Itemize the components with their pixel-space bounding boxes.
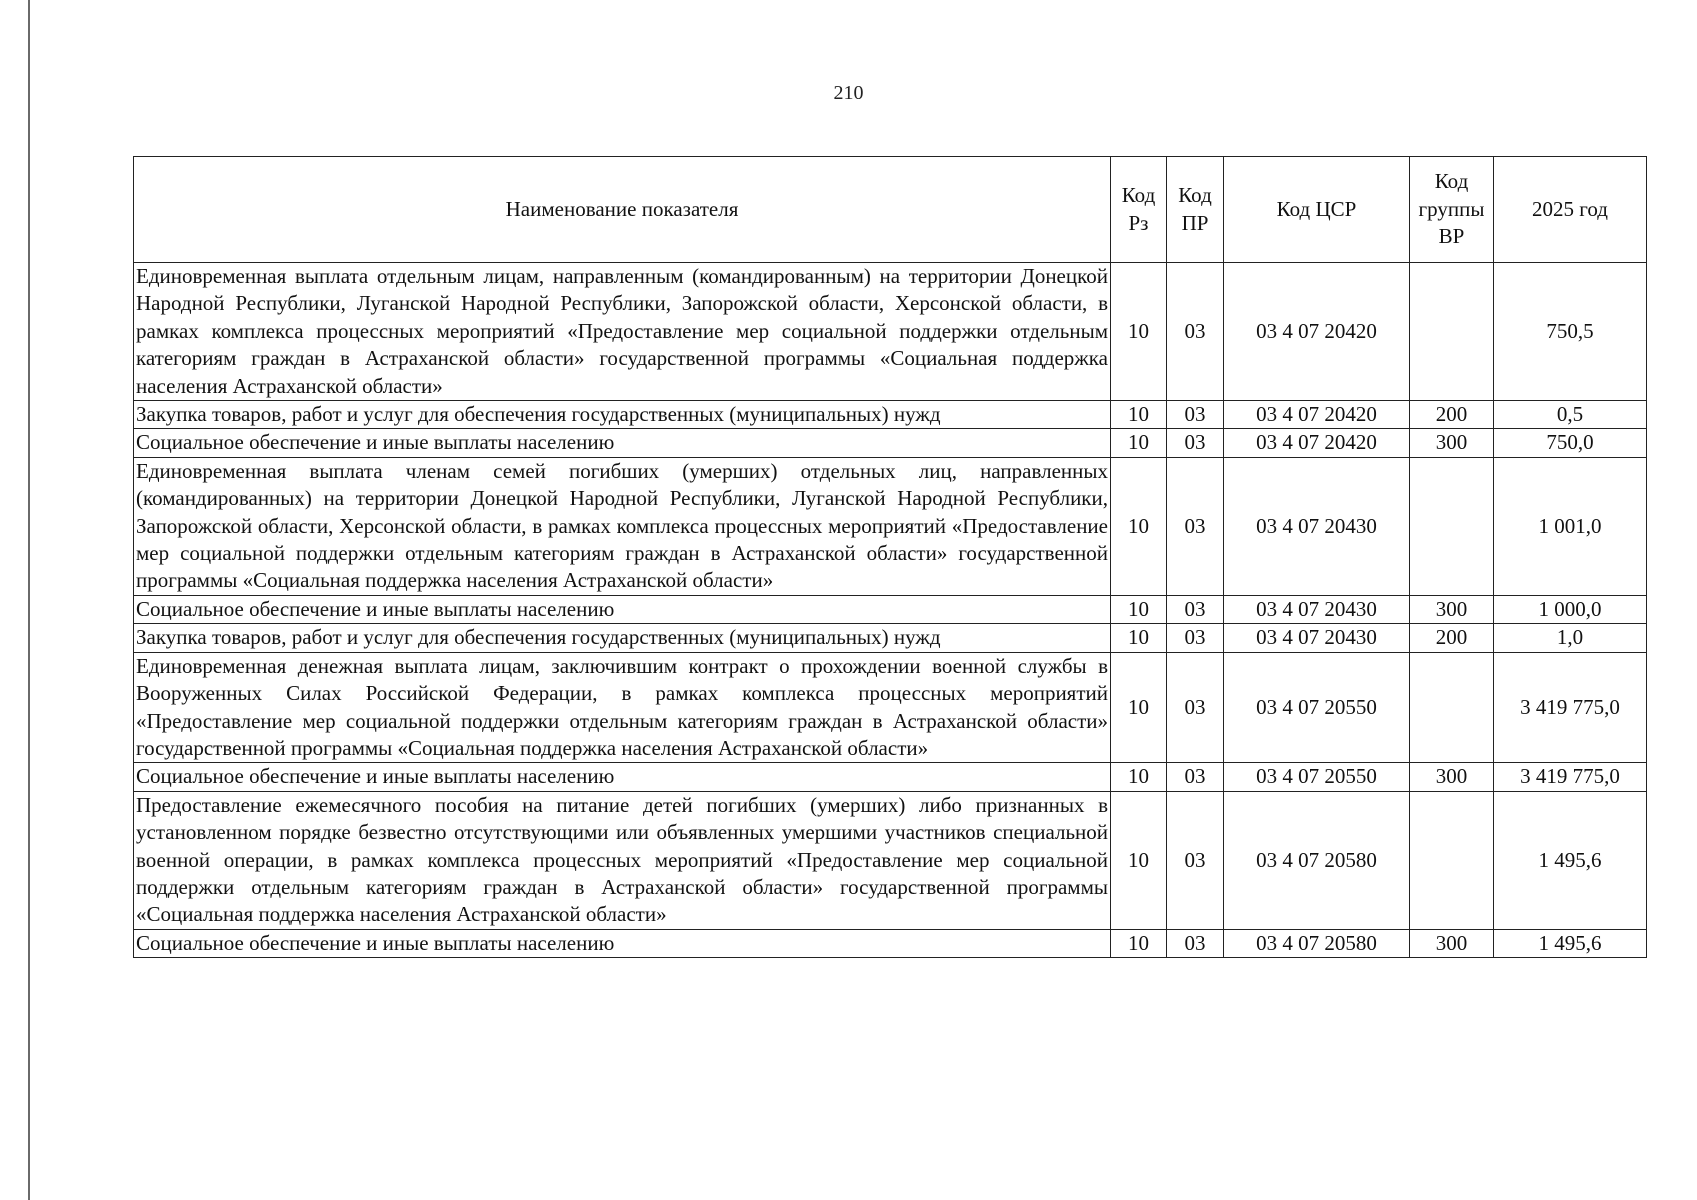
cell-csr: 03 4 07 20430: [1224, 457, 1410, 595]
cell-rz: 10: [1111, 929, 1167, 957]
cell-rz: 10: [1111, 595, 1167, 623]
cell-vr: [1410, 652, 1494, 763]
cell-name: Социальное обеспечение и иные выплаты населению: [134, 929, 1111, 957]
cell-amount: 1 001,0: [1494, 457, 1647, 595]
cell-csr: 03 4 07 20420: [1224, 429, 1410, 457]
cell-vr: 300: [1410, 763, 1494, 791]
cell-pr: 03: [1167, 429, 1224, 457]
table-row: [134, 624, 1647, 652]
cell-vr: 200: [1410, 624, 1494, 652]
cell-amount: 1,0: [1494, 624, 1647, 652]
cell-vr: 300: [1410, 429, 1494, 457]
cell-vr: 300: [1410, 595, 1494, 623]
cell-vr: [1410, 263, 1494, 401]
cell-name: Социальное обеспечение и иные выплаты населению: [134, 429, 1111, 457]
table-row: [134, 429, 1647, 457]
page-number: 210: [833, 82, 864, 104]
cell-csr: 03 4 07 20550: [1224, 763, 1410, 791]
scan-edge-line: [28, 0, 30, 1200]
header-rz: Код Рз: [1111, 157, 1167, 263]
cell-csr: 03 4 07 20580: [1224, 929, 1410, 957]
cell-amount: 750,0: [1494, 429, 1647, 457]
cell-pr: 03: [1167, 401, 1224, 429]
cell-pr: 03: [1167, 595, 1224, 623]
cell-rz: 10: [1111, 624, 1167, 652]
table-header: [134, 157, 1647, 263]
cell-name: Социальное обеспечение и иные выплаты населению: [134, 763, 1111, 791]
cell-rz: 10: [1111, 263, 1167, 401]
cell-pr: 03: [1167, 263, 1224, 401]
budget-table: [133, 156, 1647, 958]
cell-name: Единовременная денежная выплата лицам, заключившим контракт о прохождении военной службы в Вооруженных Силах Российской Федерации, в рамках комплекса процессных мероприятий «Предоставление мер социальной поддержки отдельным категориям граждан в Астраханской области» государственной программы «Социальная поддержка населения Астраханской области»: [134, 652, 1111, 763]
header-year: 2025 год: [1494, 157, 1647, 263]
cell-vr: [1410, 457, 1494, 595]
table-row: [134, 791, 1647, 929]
header-vr: Код группы ВР: [1410, 157, 1494, 263]
cell-amount: 750,5: [1494, 263, 1647, 401]
cell-name: Единовременная выплата членам семей погибших (умерших) отдельных лиц, направленных (командированных) на территории Донецкой Народной Республики, Луганской Народной Республики, Запорожской области, Херсонской области, в рамках комплекса процессных мероприятий «Предоставление мер социальной поддержки отдельным категориям граждан в Астраханской области» государственной программы «Социальная поддержка населения Астраханской области»: [134, 457, 1111, 595]
table-row: [134, 401, 1647, 429]
cell-vr: 200: [1410, 401, 1494, 429]
table-row: [134, 652, 1647, 763]
cell-amount: 1 000,0: [1494, 595, 1647, 623]
cell-pr: 03: [1167, 929, 1224, 957]
cell-name: Предоставление ежемесячного пособия на питание детей погибших (умерших) либо признанных в установленном порядке безвестно отсутствующими или объявленных умершими участников специальной военной операции, в рамках комплекса процессных мероприятий «Предоставление мер социальной поддержки отдельным категориям граждан в Астраханской области» государственной программы «Социальная поддержка населения Астраханской области»: [134, 791, 1111, 929]
cell-rz: 10: [1111, 763, 1167, 791]
cell-rz: 10: [1111, 791, 1167, 929]
cell-amount: 0,5: [1494, 401, 1647, 429]
header-row: [134, 157, 1647, 263]
header-csr: Код ЦСР: [1224, 157, 1410, 263]
table-row: [134, 457, 1647, 595]
cell-pr: 03: [1167, 791, 1224, 929]
table-row: [134, 595, 1647, 623]
cell-pr: 03: [1167, 763, 1224, 791]
cell-csr: 03 4 07 20430: [1224, 624, 1410, 652]
cell-name: Закупка товаров, работ и услуг для обеспечения государственных (муниципальных) нужд: [134, 624, 1111, 652]
cell-rz: 10: [1111, 401, 1167, 429]
table-body: [134, 263, 1647, 958]
cell-rz: 10: [1111, 429, 1167, 457]
cell-vr: [1410, 791, 1494, 929]
table-row: [134, 763, 1647, 791]
cell-amount: 1 495,6: [1494, 791, 1647, 929]
cell-name: Закупка товаров, работ и услуг для обеспечения государственных (муниципальных) нужд: [134, 401, 1111, 429]
header-name: Наименование показателя: [134, 157, 1111, 263]
cell-vr: 300: [1410, 929, 1494, 957]
cell-amount: 1 495,6: [1494, 929, 1647, 957]
cell-csr: 03 4 07 20420: [1224, 263, 1410, 401]
cell-pr: 03: [1167, 457, 1224, 595]
cell-rz: 10: [1111, 652, 1167, 763]
table-row: [134, 263, 1647, 401]
cell-pr: 03: [1167, 652, 1224, 763]
cell-pr: 03: [1167, 624, 1224, 652]
cell-name: Социальное обеспечение и иные выплаты населению: [134, 595, 1111, 623]
cell-amount: 3 419 775,0: [1494, 763, 1647, 791]
cell-csr: 03 4 07 20430: [1224, 595, 1410, 623]
cell-name: Единовременная выплата отдельным лицам, направленным (командированным) на территории Донецкой Народной Республики, Луганской Народной Республики, Запорожской области, Херсонской области, в рамках комплекса процессных мероприятий «Предоставление мер социальной поддержки отдельным категориям граждан в Астраханской области» государственной программы «Социальная поддержка населения Астраханской области»: [134, 263, 1111, 401]
cell-csr: 03 4 07 20580: [1224, 791, 1410, 929]
cell-rz: 10: [1111, 457, 1167, 595]
table-row: [134, 929, 1647, 957]
header-pr: Код ПР: [1167, 157, 1224, 263]
cell-csr: 03 4 07 20550: [1224, 652, 1410, 763]
cell-amount: 3 419 775,0: [1494, 652, 1647, 763]
cell-csr: 03 4 07 20420: [1224, 401, 1410, 429]
